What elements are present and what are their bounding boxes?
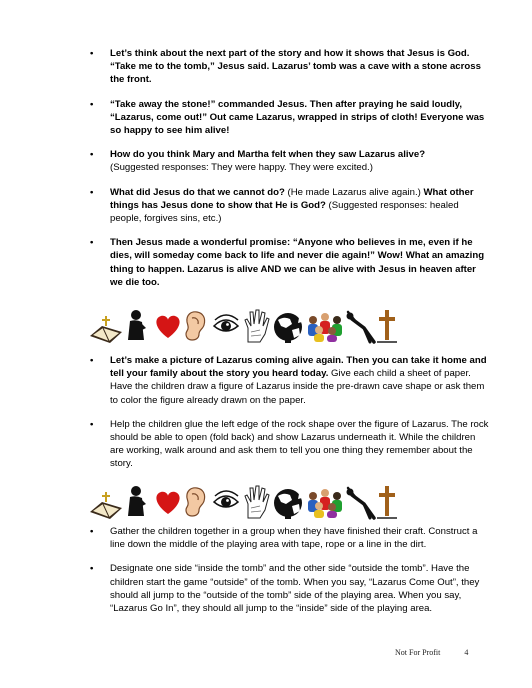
suggested-response: (Suggested responses: They were happy. They were excited.) xyxy=(110,162,373,174)
footer-label: Not For Profit xyxy=(395,648,441,657)
story-paragraph: “Take away the stone!” commanded Jesus. Then after praying he said loudly, “Lazarus, come out!” Out came Lazarus, wrapped in strips of cloth! Everyone was so happy to see him alive! xyxy=(110,98,485,137)
story-paragraph: Then Jesus made a wonderful promise: “Anyone who believes in me, even if he dies, will someday come back to life and never die again!” Wow! What an amazing thing to happen. Lazarus is alive AND we can be alive with Jesus in heaven after we die too. xyxy=(110,237,485,288)
hand-icon xyxy=(245,310,269,342)
list-item xyxy=(90,47,490,87)
bullet: • xyxy=(90,526,94,537)
icon-strip xyxy=(88,482,398,522)
stretching-figure-icon xyxy=(347,312,375,342)
discussion-question: What did Jesus do that we cannot do? xyxy=(110,186,285,198)
ear-icon xyxy=(186,312,205,340)
discussion-question: What other things has Jesus done to show that He is God? xyxy=(110,186,474,211)
discussion-question: How do you think Mary and Martha felt when they saw Lazarus alive? xyxy=(110,149,426,161)
story-discussion-list xyxy=(90,47,490,300)
icon-strip xyxy=(88,306,398,346)
list-item xyxy=(90,354,490,407)
craft-instructions: Help the children glue the left edge of the rock shape over the figure of Lazarus. The rock should be able to open (fold back) and show Lazarus underneath it. While the children are working, walk around and ask them to tell you one thing they remember about the story. xyxy=(110,418,489,470)
eye-icon xyxy=(214,315,238,331)
list-item xyxy=(90,148,490,174)
children-group-icon xyxy=(308,313,342,342)
heart-icon xyxy=(156,316,179,338)
bullet: • xyxy=(90,355,94,366)
list-item xyxy=(90,98,490,138)
ear-icon xyxy=(186,488,205,516)
bullet: • xyxy=(90,48,94,59)
game-instructions: Designate one side “inside the tomb” and the other side “outside the tomb”. Have the children start the game “outside” of the tomb. When you say, “Lazarus Come Out”, they should all jump to the “outside of the tomb” side of the playing area. When you say, “Lazarus Go In”, they should all jump to the “inside” side of the playing area. xyxy=(110,563,480,615)
list-item xyxy=(90,236,490,289)
list-item xyxy=(90,186,490,226)
bullet: • xyxy=(90,237,94,249)
bible-icon xyxy=(90,492,122,519)
list-item xyxy=(90,418,490,471)
list-item xyxy=(90,525,490,551)
suggested-response: (Suggested responses: healed people, forgives sins, etc.) xyxy=(110,199,459,225)
craft-activity-list xyxy=(90,354,490,482)
cross-icon xyxy=(377,310,397,342)
page-footer xyxy=(395,648,468,657)
suggested-response: (He made Lazarus alive again.) xyxy=(284,186,424,198)
bullet: • xyxy=(90,186,94,198)
game-instructions: Gather the children together in a group when they have finished their craft. Construct a line down the middle of the playing area with tape, rope or a line in the dirt. xyxy=(110,526,478,551)
stretching-figure-icon xyxy=(347,488,375,518)
bullet: • xyxy=(90,563,94,575)
hand-icon xyxy=(245,486,269,518)
bullet: • xyxy=(90,418,94,430)
bullet: • xyxy=(90,149,94,161)
children-group-icon xyxy=(308,489,342,518)
praying-child-icon xyxy=(128,486,146,516)
bullet: • xyxy=(90,98,94,110)
list-item xyxy=(90,562,490,615)
globe-icon xyxy=(274,489,302,519)
craft-instructions: Give each child a sheet of paper. Have the children draw a figure of Lazarus inside the pre-drawn cave shape or ask them to color the figure already drawn on the paper. xyxy=(110,368,485,406)
praying-child-icon xyxy=(128,310,146,340)
globe-icon xyxy=(274,313,302,343)
craft-intro: Let’s make a picture of Lazarus coming alive again. Then you can take it home and tell your family about the story you heard today. xyxy=(110,355,487,380)
cross-icon xyxy=(377,486,397,518)
game-activity-list xyxy=(90,525,490,626)
page-number: 4 xyxy=(464,648,469,657)
eye-icon xyxy=(214,491,238,507)
bible-icon xyxy=(90,316,122,343)
story-paragraph: Let’s think about the next part of the story and how it shows that Jesus is God. “Take me to the tomb,” Jesus said. Lazarus’ tomb was a cave with a stone across the front. xyxy=(110,48,481,86)
heart-icon xyxy=(156,492,179,514)
